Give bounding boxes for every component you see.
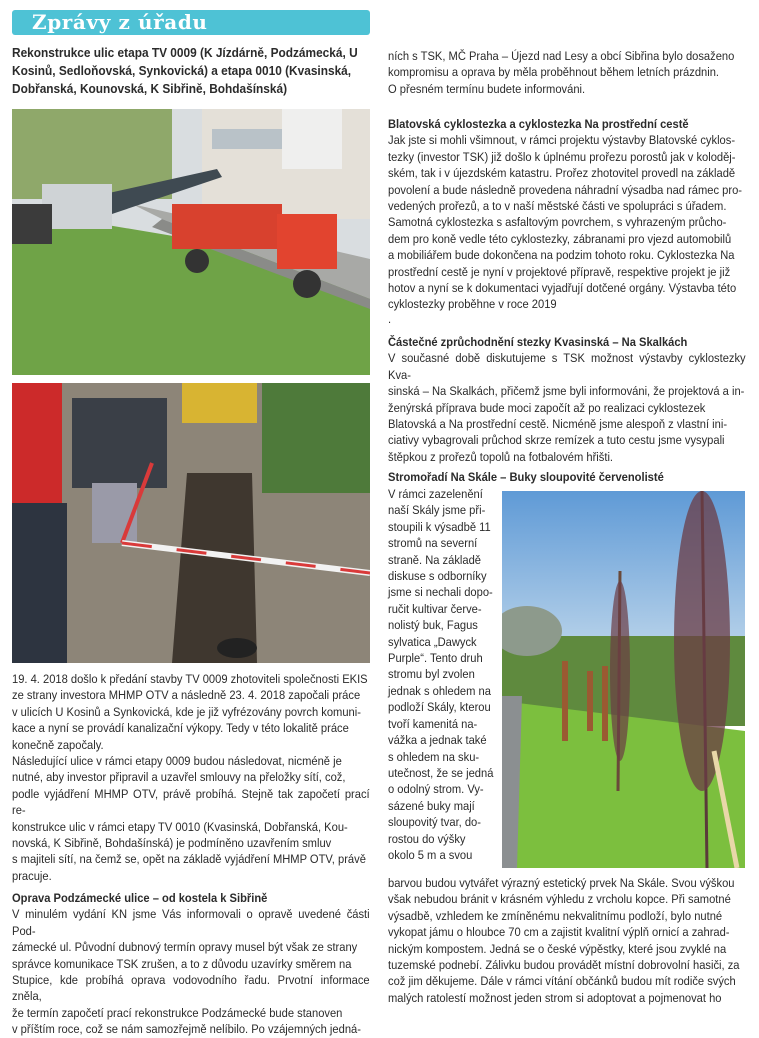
article-cyklostezka (388, 116, 746, 326)
photo-sewer-trench (12, 383, 370, 663)
article-stromoradi-title: Stromořadí Na Skále – Buky sloupovité červenolisté (388, 470, 664, 484)
article-podzamecka-body-left: V minulém vydání KN jsme Vás informovali o opravě uvedené části Pod- zámecké ul. Původní dubnový termín opravy musel být však ze strany správce komunikace TSK zrušen, a to z důvodu uzavírky směrem na Stupice, kde probíhá oprava vodovodního řadu. Prvotní informace zněla, že termín započetí prací rekonstrukce Podzámecké bude stanoven v příštím roce, což se nám samozřejmě nelíbilo. Po vzájemných jedná- (12, 907, 370, 1037)
photo-beech-trees-image (502, 491, 745, 868)
section-header-bar (12, 10, 370, 35)
section-title: Zprávy z úřadu (32, 10, 208, 34)
photo-beech-trees (502, 491, 745, 868)
article-stromoradi-title-block (388, 469, 746, 485)
article-reconstruction-body (12, 671, 370, 884)
photo-road-milling (12, 109, 370, 375)
article-stromoradi-narrow-block (388, 486, 496, 863)
article-reconstruction-title-block (12, 44, 370, 98)
article-stromoradi-body-narrow: V rámci zazelenění naší Skály jsme při- stoupili k výsadbě 11 stromů na severní straně. Na základě diskuse s odborníky jsme si nechali dopo- ručit kultivar červe- nolistý buk, Fagus sylvatica „Dawyck Purple“. Tento druh stromu byl zvolen jednak s ohledem na podloží Skály, kterou tvoří kamenitá na- vážka a jednak také s ohledem na sku- utečnost, že se jedná o odolný strom. Vy- sázené buky mají sloupovitý tvar, do- rostou do výšky okolo 5 m a svou (388, 487, 494, 862)
article-cyklostezka-body: Jak jste si mohli všimnout, v rámci projektu výstavby Blatovské cyklos- tezky (investor TSK) již došlo k úplnému prořezu porostů jak v koloděj- ském, tak i v újezdském katastru. Prořez zhotovitel provedl na základě povolení a bude následně provedena náhradní výsadba nad rámec pro- vedených prořezů, a to v naší městské části ve spolupráci s úřadem. Samotná cyklostezka s asfaltovým povrchem, s vyhrazeným průcho- dem pro koně vedle této cyklostezky, zábranami pro vjezd automobilů a mobiliářem bude dokončena na podzim tohoto roku. Cyklostezka Na prostřední cestě je nyní v projektové přípravě, respektive projekt je již hotov a nyní se k dokumentaci vyjadřují dotčené orgány. Výstavba této cyklostezky proběhne v roce 2019 (388, 133, 743, 312)
article-reconstruction-para2: Následující ulice v rámci etapy 0009 budou následovat, nicméně je nutné, aby investor připravil a uzavřel smlouvy na přeložky sítí, což, podle vyjádření MHMP OTV, právě probíhá. Stejně tak započetí prací re- konstrukce ulic v rámci etapy TV 0010 (Kvasinská, Dobřanská, Kou- novská, K Sibřině, Bohdašínská) je podmíněno uzavřením smluv s majiteli sítí, na čemž se, opět na základě vyjádření MHMP OTV, právě pracuje. (12, 754, 370, 883)
article-stromoradi-body-wide: barvou budou vytvářet výrazný estetický prvek Na Skále. Svou výškou však nebudou bránit v krásném výhledu z vrcholu kopce. Při samotné výsadbě, vzhledem ke zmíněnému nekvalitnímu podloží, bylo nutné vykopat jámu o hloubce 70 cm a zajistit kvalitní výplň ornicí a zahrad- nickým kompostem. Jedná se o české výpěstky, které jsou zvyklé na tuzemské podnebí. Zálivku budou provádět místní dobrovolní hasiči, za což jim děkujeme. Dále v rámci vítání občánků budou mít rodiče svých malých ratolestí možnost jeden strom si adoptovat a pojmenovat ho (388, 876, 740, 1005)
article-podzamecka (12, 890, 370, 1038)
photo-sewer-trench-image (12, 383, 370, 663)
article-reconstruction-title: Rekonstrukce ulic etapa TV 0009 (K Jízdárně, Podzámecká, U Kosinů, Sedloňovská, Synkovická) a etapa 0010 (Kvasinská, Dobřanská, Kounovská, K Sibřině, Bohdašínská) (12, 45, 358, 96)
article-podzamecka-body-right: ních s TSK, MČ Praha – Újezd nad Lesy a obcí Sibřina bylo dosaženo kompromisu a oprava by měla proběhnout během letních prázdnin. O přesném termínu budete informováni. (388, 49, 735, 96)
photo-road-milling-image (12, 109, 370, 375)
article-cyklostezka-title: Blatovská cyklostezka a cyklostezka Na prostřední cestě (388, 117, 689, 131)
article-podzamecka-title: Oprava Podzámecké ulice – od kostela k Sibřině (12, 891, 268, 905)
article-reconstruction-para1: 19. 4. 2018 došlo k předání stavby TV 0009 zhotoviteli společnosti EKIS ze strany investora MHMP OTV a následně 23. 4. 2018 započali práce v ulicích U Kosinů a Synkovická, kde je již vyfrézovány povrch komuni- kace a nyní se provádí kanalizační výkopy. Tedy v této lokalitě práce konečně započaly. (12, 672, 368, 752)
article-stromoradi-wide-block (388, 875, 746, 1006)
article-podzamecka-continued (388, 48, 746, 97)
article-kvasinska (388, 334, 746, 465)
article-kvasinska-title: Částečné zprůchodnění stezky Kvasinská – Na Skalkách (388, 335, 688, 349)
stray-mark: . (388, 311, 392, 326)
article-kvasinska-body: V současné době diskutujeme s TSK možnost výstavby cyklostezky Kva- sinská – Na Skalkách, přičemž jsme byli informováni, že projektová a in- ženýrská příprava bude moci započít až po realizaci cyklostezek Blatovská a Na prostřední cestě. Nicméně jsme alespoň z vlastní ini- ciativy vybagrovali průchod skrze remízek a tuto cestu jsme vysypali štěpkou z prořezů topolů na fotbalovém hřišti. (388, 351, 746, 464)
